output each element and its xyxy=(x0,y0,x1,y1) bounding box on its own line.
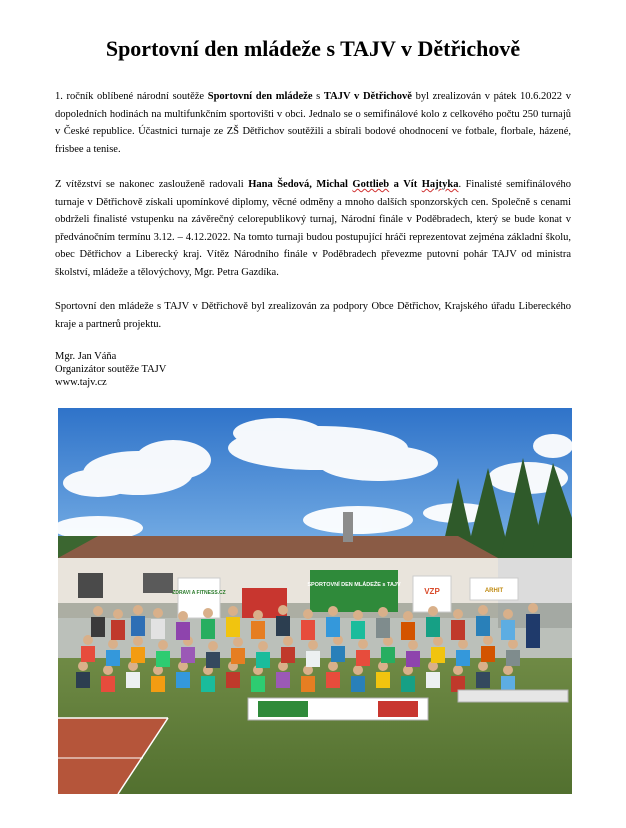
event-location: TAJV v Dětřichově xyxy=(323,91,412,102)
chimney xyxy=(343,512,353,542)
signature-website: www.tajv.cz xyxy=(55,377,107,388)
page-title: Sportovní den mládeže s TAJV v Dětřichově xyxy=(105,36,521,61)
signature-name: Mgr. Jan Váňa xyxy=(55,351,117,362)
event-name: Sportovní den mládeže xyxy=(207,91,313,102)
banner-vzp: VZP xyxy=(424,587,440,596)
paragraph-support: Sportovní den mládeže s TAJV v Dětřichově byl zrealizován za podpory Obce Dětřichov, Krajského úřadu Libereckého kraje a partnerů projektu. xyxy=(55,301,571,330)
text-run: 1. ročník oblíbené národní soutěže xyxy=(55,91,208,102)
text-run: a Vít xyxy=(389,179,422,190)
paragraph-intro xyxy=(55,88,571,158)
text-run: Hajtyka xyxy=(421,179,459,190)
banner-event: SPORTOVNÍ DEN MLÁDEŽE s TAJV xyxy=(307,582,401,588)
paragraph-winners xyxy=(55,176,571,281)
text-run: Z vítězství se nakonec zaslouženě radovali xyxy=(55,179,249,190)
winners-names xyxy=(248,179,458,190)
group-photo xyxy=(58,408,572,794)
banner-fitness: ZDRAVI A FITNESS.CZ xyxy=(172,590,226,596)
group-photo-illustration xyxy=(58,408,572,794)
text-run: s xyxy=(312,91,324,102)
banner-arhit: ARHIT xyxy=(484,588,504,594)
text-run: Gottlieb xyxy=(352,179,390,190)
text-run: byl zrealizován v pátek 10.6.2022 v dopoledních hodinách na multifunkčním sportovišti v obci. Jednalo se o semifinálové kolo z celkového počtu 250 turnajů v České republice. Účastnici turnaje ze ZŠ Dětřichov soutěžili a sbírali bodové ohodnocení ve fotbale, florbale, házené, frisbee a tenise. xyxy=(55,91,571,155)
building-roof xyxy=(58,536,498,558)
signature-role: Organizátor soutěže TAJV xyxy=(55,364,167,375)
text-run: . Finalisté semifinálového turnaje v Dětřichově získali upomínkové diplomy, věcné odměny a mnoho dalších sponzorských cen. Společně s cenami obdrželi finalisté vstupenku na závěrečný celorepublikový turnaj, Národní finále v Poděbradech, který se bude konat v předvánočním termínu 3.12. – 4.12.2022. Na tomto turnaji budou postupující hráči reprezentovat zejména základní školu, obec Dětřichov a Liberecký kraj. Vítěz Národního finále v Poděbradech převezme putovní pohár TAJV od ministra školství, mládeže a tělovýchovy, Mgr. Petra Gazdíka. xyxy=(55,179,571,278)
text-run: Hana Šedová, Michal xyxy=(248,179,353,190)
signature-block xyxy=(55,350,166,389)
